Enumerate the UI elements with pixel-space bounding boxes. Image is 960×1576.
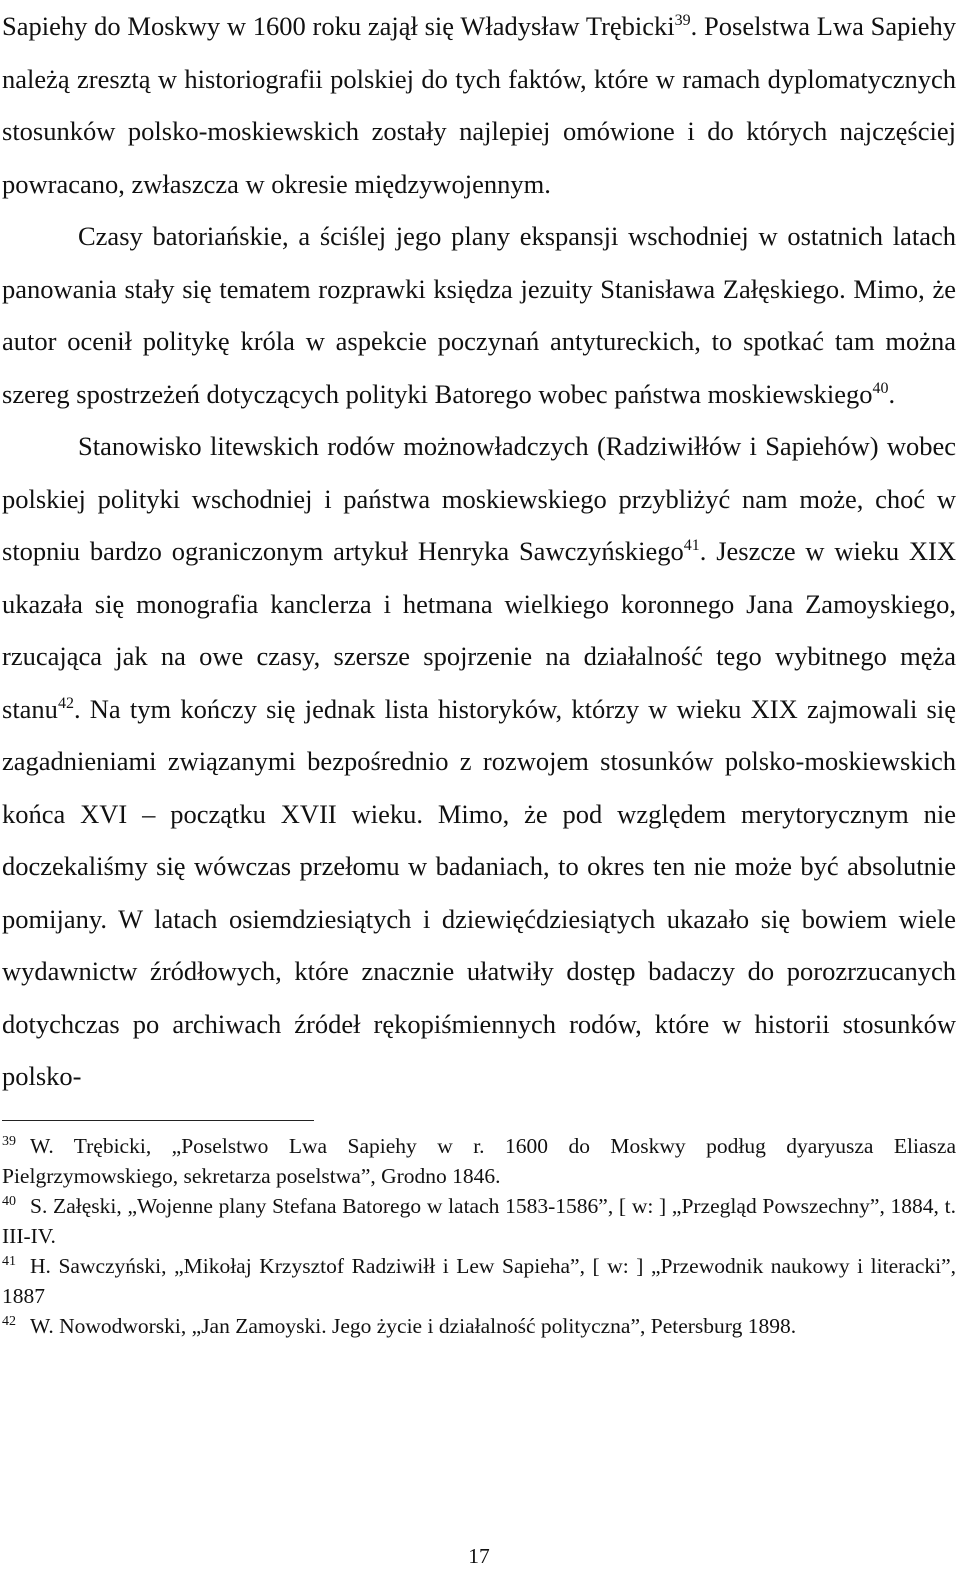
paragraph-2 — [2, 210, 956, 420]
paragraph-text: . Poselstwa Lwa Sapiehy należą zresztą w historiografii polskiej do tych faktów, które w ramach dyplomatycznych stosunków polsko-moskiewskich zostały najlepiej omówione i do których najczęściej powracano, zwłaszcza w okresie międzywojennym. — [2, 11, 956, 199]
footnote-ref-42[interactable]: 42 — [57, 694, 74, 712]
paragraph-3 — [2, 420, 956, 1103]
footnote-number: 40 — [2, 1193, 16, 1209]
paragraph-text: Stanowisko litewskich rodów możnowładczych (Radziwiłłów i Sapiehów) wobec polskiej polityki wschodniej i państwa moskiewskiego przybliżyć nam może, choć w stopniu bardzo ograniczonym artykuł Henryka Sawczyńskiego — [2, 431, 956, 566]
paragraph-text: Sapiehy do Moskwy w 1600 roku zajął się Władysław Trębicki — [2, 11, 675, 41]
document-page — [2, 0, 956, 1568]
footnote-39 — [2, 1131, 956, 1191]
footnote-number: 39 — [2, 1133, 16, 1149]
footnote-text: W. Nowodworski, „Jan Zamoyski. Jego życie i działalność polityczna”, Petersburg 1898. — [30, 1313, 797, 1338]
paragraph-text: . — [888, 378, 896, 409]
footnote-ref-39[interactable]: 39 — [674, 12, 691, 30]
footnote-number: 41 — [2, 1253, 16, 1269]
footnotes — [2, 1131, 956, 1341]
page-number: 17 — [468, 1544, 490, 1568]
footnote-42 — [2, 1311, 956, 1341]
footnote-40 — [2, 1191, 956, 1251]
footnote-text: S. Załęski, „Wojenne plany Stefana Batorego w latach 1583-1586”, [ w: ] „Przegląd Powszechny”, 1884, t. III-IV. — [2, 1193, 956, 1248]
paragraph-text: . Jeszcze w wieku XIX ukazała się monografia kanclerza i hetmana wielkiego koronnego Jana Zamoyskiego, rzucająca jak na owe czasy, szersze spojrzenie na działalność tego wybitnego męża stanu — [2, 536, 956, 724]
footnote-41 — [2, 1251, 956, 1311]
footnote-number: 42 — [2, 1313, 16, 1329]
footnote-ref-40[interactable]: 40 — [872, 379, 889, 397]
paragraph-1 — [2, 0, 956, 210]
footnote-separator — [2, 1120, 314, 1121]
body-text — [2, 0, 956, 1103]
footnote-text: H. Sawczyński, „Mikołaj Krzysztof Radziwiłł i Lew Sapieha”, [ w: ] „Przewodnik naukowy i literacki”, 1887 — [2, 1253, 956, 1308]
paragraph-text: . Na tym kończy się jednak lista historyków, którzy w wieku XIX zajmowali się zagadnieniami związanymi bezpośrednio z rozwojem stosunków polsko-moskiewskich końca XVI – początku XVII wieku. Mimo, że pod względem merytorycznym nie doczekaliśmy się wówczas przełomu w badaniach, to okres ten nie może być absolutnie pomijany. W latach osiemdziesiątych i dziewięćdziesiątych ukazało się bowiem wiele wydawnictw źródłowych, które znacznie ułatwiły dostęp badaczy do porozrzucanych dotychczas po archiwach źródeł rękopiśmiennych rodów, które w historii stosunków polsko- — [2, 693, 956, 1091]
footnote-ref-41[interactable]: 41 — [683, 537, 700, 555]
footnote-text: W. Trębicki, „Poselstwo Lwa Sapiehy w r. 1600 do Moskwy podług dyaryusza Eliasza Pielgrzymowskiego, sekretarza poselstwa”, Grodno 1846. — [2, 1133, 956, 1188]
paragraph-text: Czasy batoriańskie, a ściślej jego plany ekspansji wschodniej w ostatnich latach panowania stały się tematem rozprawki księdza jezuity Stanisława Załęskiego. Mimo, że autor ocenił politykę króla w aspekcie poczynań antytureckich, to spotkać tam można szereg spostrzeżeń dotyczących polityki Batorego wobec państwa moskiewskiego — [2, 221, 956, 409]
